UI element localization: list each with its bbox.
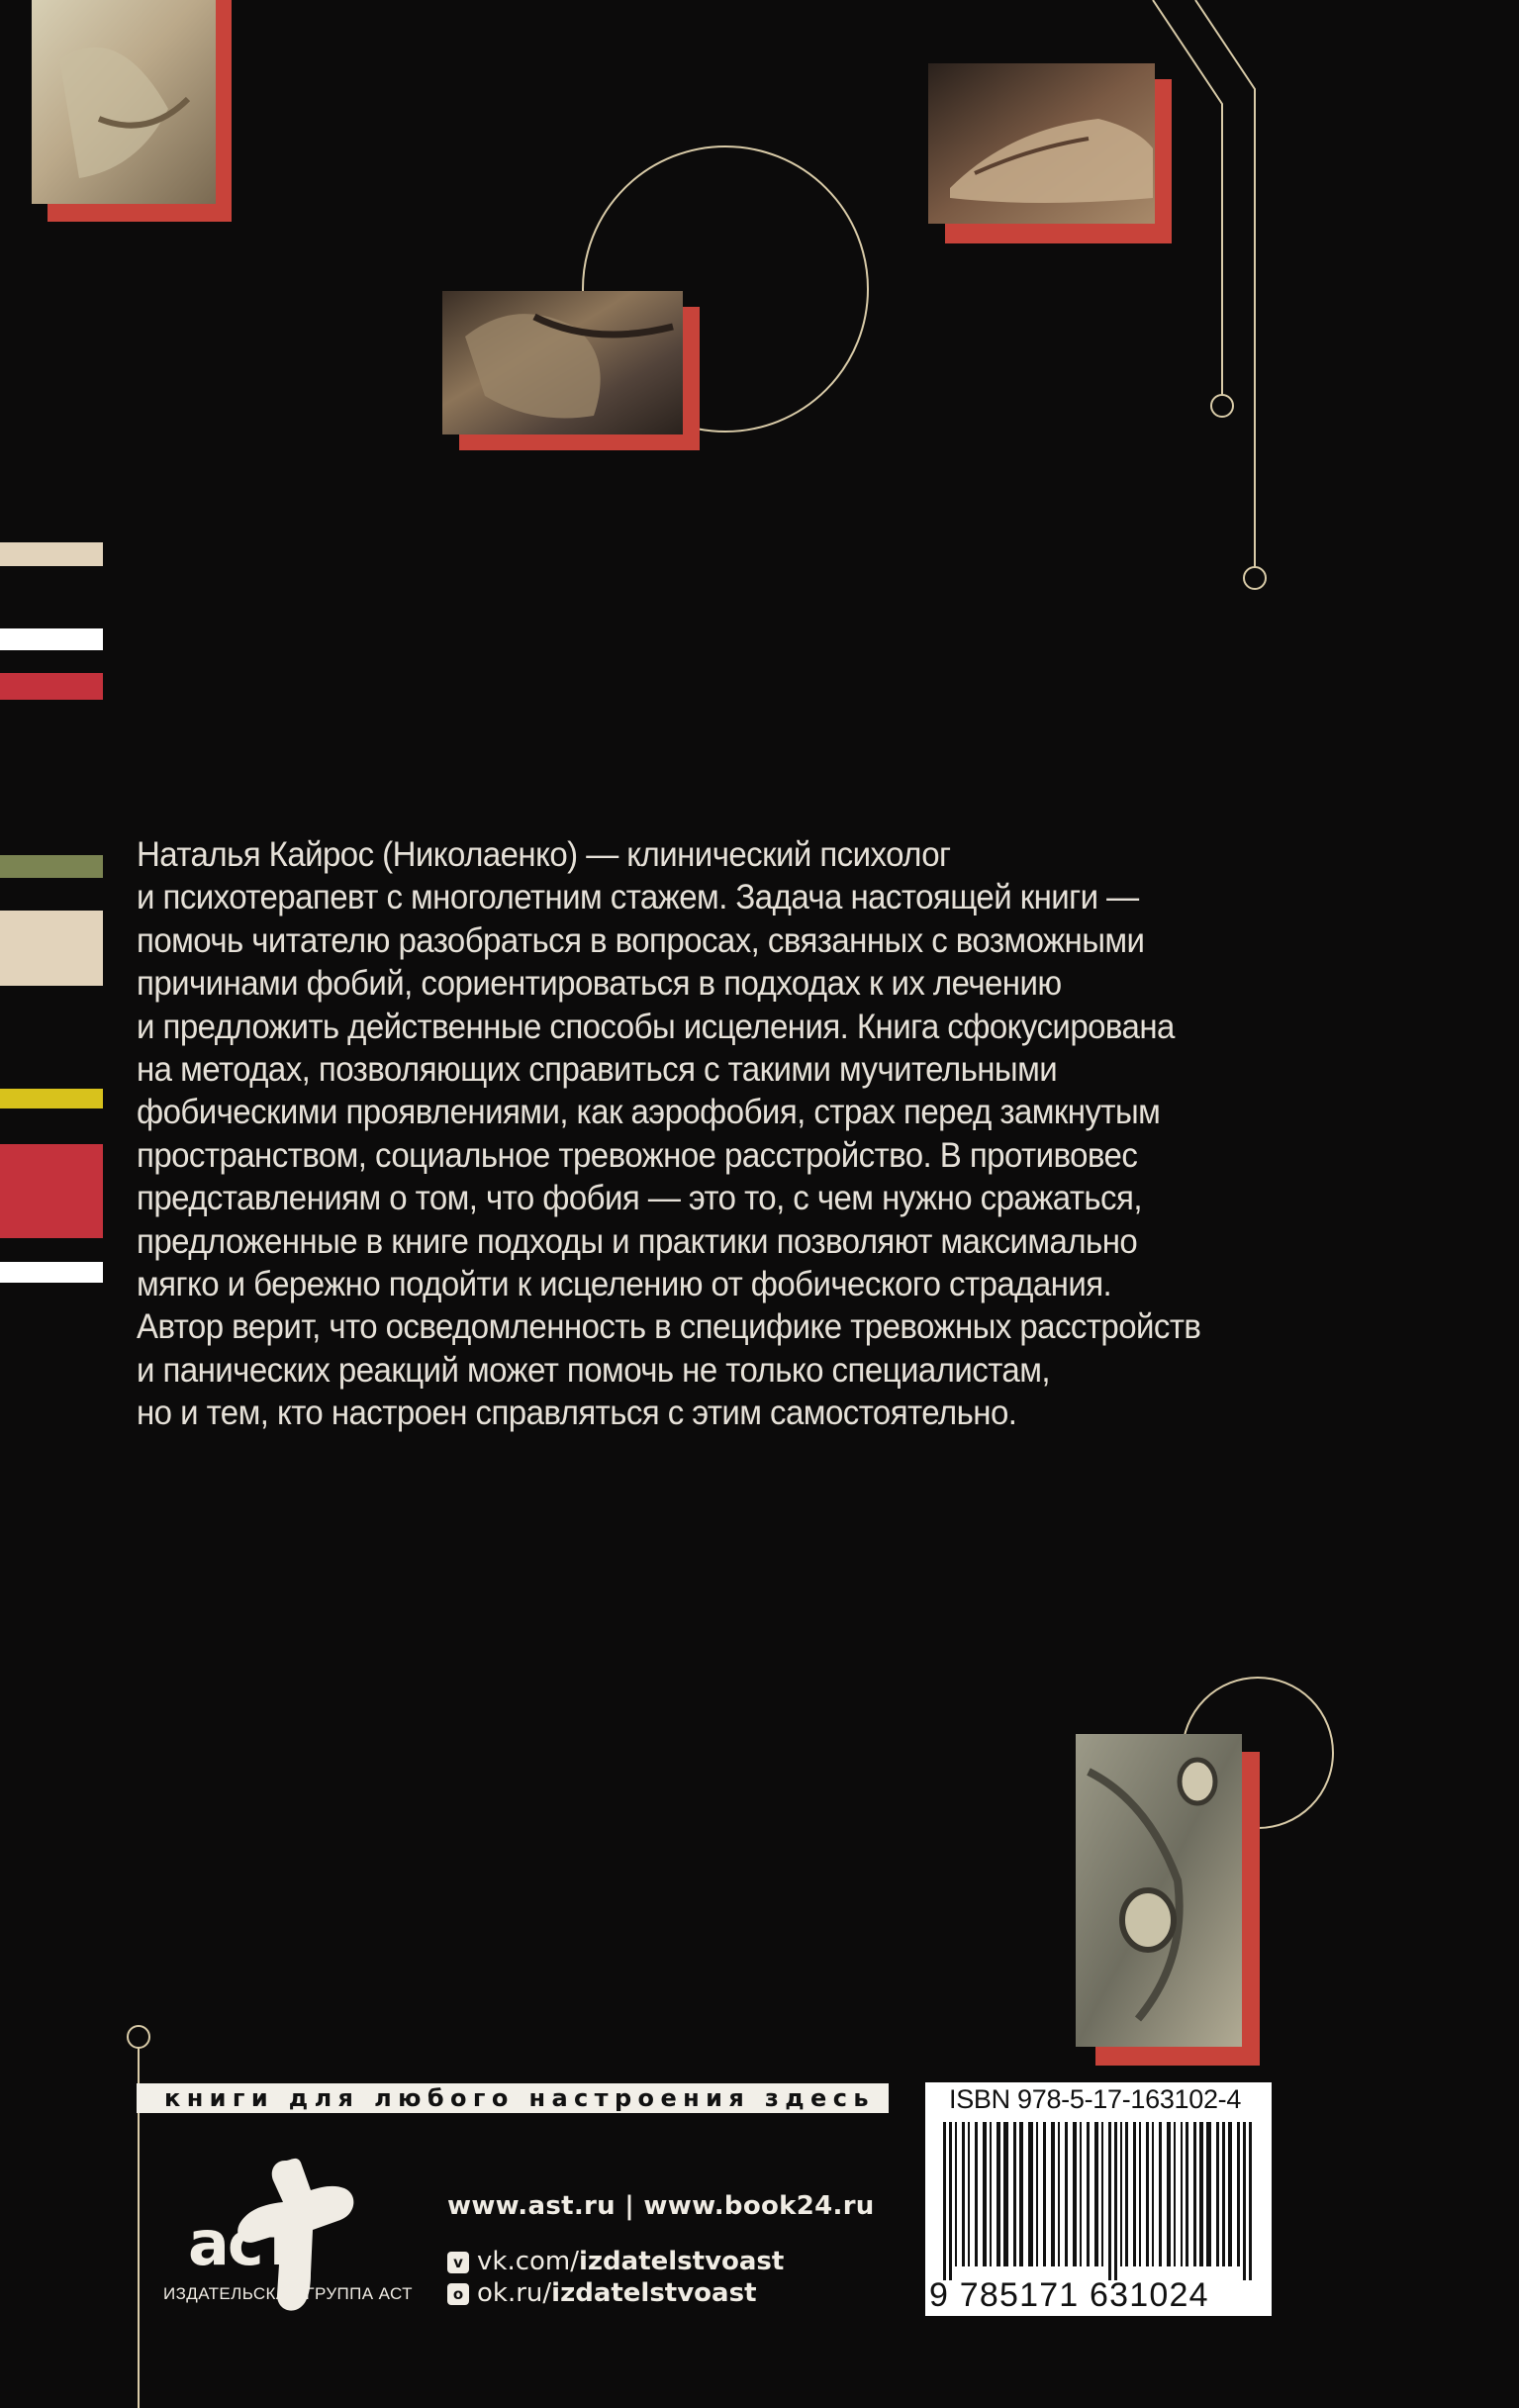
barcode-bar: [975, 2122, 978, 2266]
barcode-bar: [1120, 2122, 1122, 2266]
barcode-bar: [1193, 2122, 1196, 2266]
ok-prefix: ok.ru/: [477, 2278, 552, 2308]
barcode-bar: [1206, 2122, 1211, 2266]
barcode-bar: [1125, 2122, 1128, 2266]
barcode-bar: [1199, 2122, 1203, 2266]
isbn-digits: 9 785171 631024: [929, 2276, 1209, 2314]
barcode-bar: [1222, 2122, 1225, 2266]
annotation-line: предложенные в книге подходы и практики позволяют максимально: [137, 1220, 1138, 1261]
barcode-bar: [1133, 2122, 1136, 2266]
barcode-bar: [1152, 2122, 1154, 2266]
annotation-line: и панических реакций может помочь не только специалистам,: [137, 1349, 1050, 1390]
barcode-bar: [1243, 2122, 1246, 2280]
vk-icon: v: [447, 2252, 469, 2273]
circuit-node-2: [1244, 567, 1266, 589]
barcode-bar: [1228, 2122, 1232, 2266]
isbn-barcode-block: [925, 2082, 1272, 2316]
isbn-label: ISBN 978-5-17-163102-4: [949, 2084, 1242, 2114]
publisher-subtitle: ИЗДАТЕЛЬСКАЯ ГРУППА АСТ: [163, 2284, 413, 2303]
barcode-bar: [1167, 2122, 1171, 2266]
barcode-bar: [1114, 2122, 1117, 2280]
website-links[interactable]: www.ast.ru | www.book24.ru: [447, 2191, 875, 2221]
annotation-line: помочь читателю разобраться в вопросах, связанных с возможными: [137, 919, 1145, 960]
barcode-bar: [1065, 2122, 1068, 2266]
annotation-line: Автор верит, что осведомленность в специфике тревожных расстройств: [137, 1306, 1201, 1347]
barcode-bar: [1181, 2122, 1183, 2266]
annotation-line: и предложить действенные способы исцеления. Книга сфокусирована: [137, 1006, 1175, 1046]
barcode-bar: [1080, 2122, 1082, 2266]
barcode-bar: [1043, 2122, 1046, 2266]
barcode-bar: [962, 2122, 965, 2266]
barcode-bar: [1159, 2122, 1162, 2266]
barcode-bar: [1094, 2122, 1098, 2266]
annotation-line: и психотерапевт с многолетним стажем. Задача настоящей книги —: [137, 877, 1139, 917]
painting-fragment-4: [1076, 1734, 1260, 2066]
annotation-line: мягко и бережно подойти к исцелению от фобического страдания.: [137, 1264, 1112, 1304]
barcode-bar: [983, 2122, 987, 2266]
vk-link[interactable]: [447, 2247, 784, 2276]
barcode-bar: [990, 2122, 992, 2266]
barcode-bar: [1051, 2122, 1055, 2266]
annotation-line: пространством, социальное тревожное расстройство. В противовес: [137, 1134, 1138, 1175]
barcode-bar: [1146, 2122, 1149, 2266]
annotation-line: представлениям о том, что фобия — это то, с чем нужно сражаться,: [137, 1178, 1142, 1218]
barcode-bar: [1036, 2122, 1038, 2266]
tagline-banner: книги для любого настроения здесь: [137, 2083, 889, 2113]
vk-handle: izdatelstvoast: [579, 2247, 785, 2276]
barcode-bar: [955, 2122, 957, 2266]
barcode-bar: [1139, 2122, 1141, 2266]
barcode-bar: [1174, 2122, 1176, 2266]
ok-link[interactable]: [447, 2278, 757, 2308]
barcode-bar: [1073, 2122, 1077, 2266]
barcode-bar: [943, 2122, 946, 2280]
barcode: [943, 2122, 1256, 2280]
ok-handle: izdatelstvoast: [551, 2278, 757, 2308]
painting-fragment-1: [32, 0, 232, 222]
barcode-bar: [1249, 2122, 1252, 2280]
color-stripes: [0, 542, 103, 1283]
circuit-node-3: [128, 2026, 149, 2048]
barcode-bar: [1216, 2122, 1219, 2266]
painting-fragment-3: [442, 291, 700, 450]
barcode-bar: [1087, 2122, 1090, 2266]
barcode-bar: [949, 2122, 952, 2280]
barcode-bar: [1013, 2122, 1016, 2266]
annotation-line: но и тем, кто настроен справляться с этим самостоятельно.: [137, 1393, 1017, 1433]
barcode-bar: [1101, 2122, 1103, 2266]
odnoklassniki-icon: o: [447, 2283, 469, 2305]
annotation-line: фобическими проявлениями, как аэрофобия, страх перед замкнутым: [137, 1092, 1161, 1132]
barcode-bar: [1058, 2122, 1060, 2266]
barcode-bar: [1003, 2122, 1008, 2266]
painting-fragment-2: [928, 63, 1172, 243]
barcode-bar: [1108, 2122, 1111, 2280]
barcode-bar: [1028, 2122, 1033, 2266]
book-annotation: [137, 833, 1232, 1435]
circuit-line-2: [1195, 0, 1255, 567]
annotation-line: причинами фобий, сориентироваться в подходах к их лечению: [137, 963, 1062, 1004]
barcode-bar: [1186, 2122, 1188, 2266]
barcode-bar: [1019, 2122, 1023, 2266]
circuit-node-1: [1211, 395, 1233, 417]
annotation-line: Наталья Кайрос (Николаенко) — клинический психолог: [137, 834, 951, 874]
barcode-bar: [1237, 2122, 1240, 2266]
ast-logo-text: аст: [188, 2207, 296, 2279]
vk-prefix: vk.com/: [477, 2247, 579, 2276]
annotation-line: на методах, позволяющих справиться с такими мучительными: [137, 1049, 1058, 1090]
barcode-bar: [997, 2122, 1000, 2266]
barcode-bar: [968, 2122, 970, 2266]
